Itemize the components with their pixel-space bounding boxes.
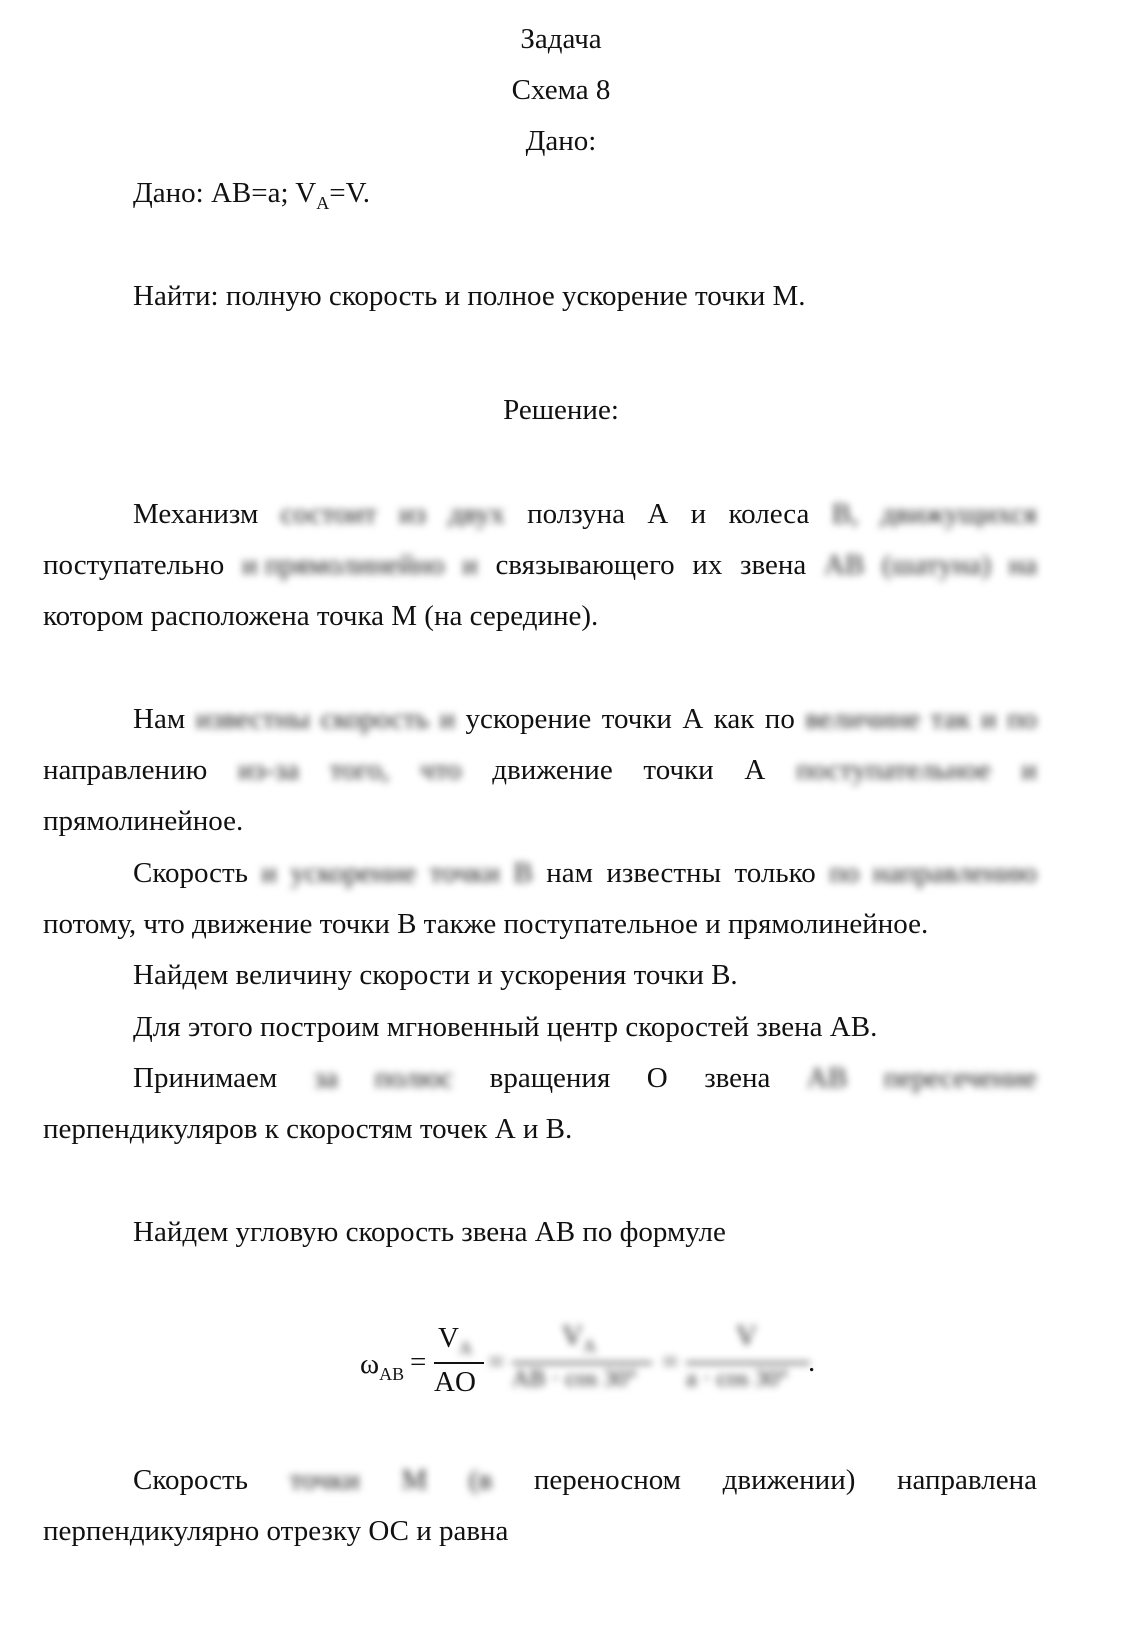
word: звена <box>704 1062 771 1094</box>
word: поступательное <box>796 754 991 786</box>
formula-period: . <box>808 1346 816 1378</box>
p1-line2 <box>43 548 1037 582</box>
word: по <box>1006 703 1037 735</box>
p1-line3: котором расположена точка М (на середине). <box>43 600 599 632</box>
word: известны <box>606 857 722 889</box>
word: за <box>313 1062 339 1094</box>
equals-sign: = <box>410 1346 427 1378</box>
word: известны <box>195 703 311 735</box>
solution-heading: Решение: <box>503 394 619 426</box>
p5-line: Для этого построим мгновенный центр скоростей звена АВ. <box>133 1011 878 1043</box>
word: О <box>646 1062 668 1094</box>
word: точки <box>643 754 714 786</box>
p8-line1 <box>133 1463 1037 1497</box>
word: направлению <box>43 754 208 786</box>
fraction3-numerator: V <box>736 1320 757 1352</box>
word: колеса <box>728 498 810 530</box>
word: АВ <box>806 1062 848 1094</box>
word: так <box>930 703 971 735</box>
word: и <box>1021 754 1037 786</box>
word: направлена <box>897 1464 1037 1496</box>
word: движение <box>492 754 613 786</box>
word: состоит <box>280 498 377 530</box>
word: ускорение <box>290 857 417 889</box>
word: и прямолинейно <box>242 549 445 581</box>
fraction1-bar <box>434 1362 484 1364</box>
word: по <box>764 703 795 735</box>
word: из <box>398 498 426 530</box>
word: переносном <box>533 1464 682 1496</box>
word: Скорость <box>133 857 248 889</box>
fraction3-bar <box>686 1362 810 1364</box>
word: полюс <box>374 1062 454 1094</box>
fraction1-numerator: $V_A$ <box>438 1322 472 1358</box>
word: точки <box>289 1464 360 1496</box>
p2-line1 <box>133 702 1037 736</box>
p3-line1 <box>133 856 1037 890</box>
word: нам <box>546 857 593 889</box>
fraction3-denominator: a · cos 30° <box>686 1366 789 1392</box>
word: скорость <box>320 703 430 735</box>
word: А <box>682 703 704 735</box>
word: движущихся <box>880 498 1037 530</box>
word: и <box>439 703 456 735</box>
task-title: Задача <box>520 23 602 55</box>
word: на <box>1008 549 1037 581</box>
word: двух <box>448 498 505 530</box>
word: как <box>713 703 755 735</box>
word: величине <box>805 703 921 735</box>
given-line <box>133 176 370 220</box>
p1-line1 <box>133 497 1037 531</box>
word: из-за <box>238 754 299 786</box>
word: поступательно <box>43 549 225 581</box>
word: их <box>692 549 723 581</box>
equals-sign: = <box>488 1346 505 1378</box>
word: (в <box>468 1464 493 1496</box>
p6-line1 <box>133 1061 1037 1095</box>
word: вращения <box>489 1062 611 1094</box>
word: А <box>647 498 669 530</box>
word: В <box>513 857 533 889</box>
word: и <box>462 549 478 581</box>
word: того, <box>329 754 390 786</box>
p4-line: Найдем величину скорости и ускорения точки В. <box>133 959 738 991</box>
p2-line2 <box>43 753 1037 787</box>
word: и <box>690 498 707 530</box>
word: Принимаем <box>133 1062 278 1094</box>
word: точки <box>601 703 672 735</box>
word: и <box>261 857 277 889</box>
omega-symbol: $\omega_{AB}$ <box>360 1348 405 1384</box>
word: по <box>829 857 860 889</box>
given-subscript: A <box>316 192 330 213</box>
word: движении) <box>722 1464 856 1496</box>
word: М <box>401 1464 428 1496</box>
fraction2-bar <box>512 1362 652 1364</box>
given-tail: =V. <box>329 177 371 209</box>
word: направлению <box>872 857 1037 889</box>
word: АВ <box>823 549 865 581</box>
p8-line2: перпендикулярно отрезку ОС и равна <box>43 1515 509 1547</box>
word: ускорение <box>465 703 592 735</box>
word: пересечение <box>883 1062 1037 1094</box>
fraction1-denominator: AO <box>434 1366 476 1398</box>
p6-line2: перпендикуляров к скоростям точек А и В. <box>43 1113 573 1145</box>
word: что <box>420 754 462 786</box>
word: Скорость <box>133 1464 248 1496</box>
word: звена <box>740 549 807 581</box>
word: А <box>744 754 766 786</box>
word: только <box>734 857 816 889</box>
p3-line2: потому, что движение точки В также поступательное и прямолинейное. <box>43 908 929 940</box>
given-label: Дано: AB=a; V <box>133 177 317 209</box>
word: точки <box>429 857 500 889</box>
find-line: Найти: полную скорость и полное ускорение точки М. <box>133 280 806 312</box>
blurred-formula-part <box>484 1320 814 1406</box>
p2-line3: прямолинейное. <box>43 805 244 837</box>
word: Нам <box>133 703 186 735</box>
word: ползуна <box>527 498 625 530</box>
word: и <box>980 703 997 735</box>
equals-sign: = <box>662 1346 679 1378</box>
word: (шатуна) <box>881 549 991 581</box>
given-heading: Дано: <box>525 125 597 157</box>
word: Механизм <box>133 498 259 530</box>
fraction2-numerator: $V_A$ <box>562 1320 596 1356</box>
scheme-label: Схема 8 <box>511 74 611 106</box>
angular-velocity-formula <box>360 1320 840 1406</box>
word: В, <box>831 498 859 530</box>
p7-line: Найдем угловую скорость звена АВ по формуле <box>133 1216 726 1248</box>
fraction2-denominator: AB · cos 30° <box>512 1366 637 1392</box>
word: связывающего <box>495 549 675 581</box>
